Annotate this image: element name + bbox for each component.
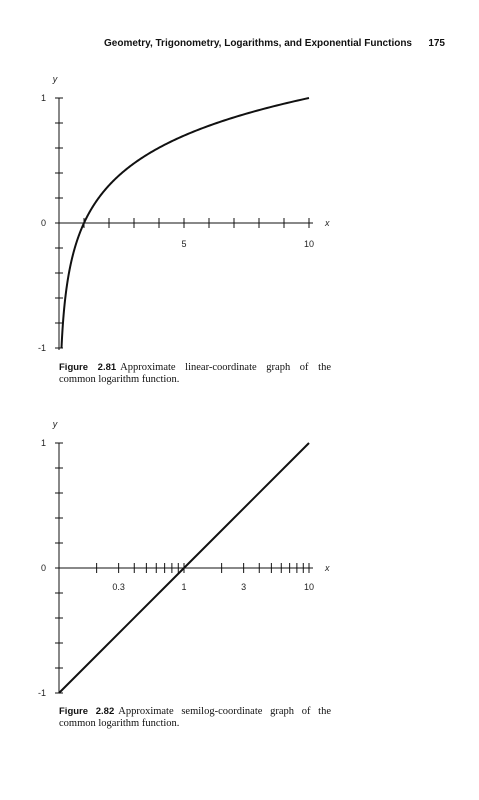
x-tick-label: 3 <box>241 582 247 592</box>
x-tick-label: 1 <box>181 582 187 592</box>
x-tick-label: 10 <box>303 582 315 592</box>
y-tick-label: -1 <box>37 343 46 353</box>
x-axis-label: x <box>325 563 330 573</box>
y-tick-label: 1 <box>40 93 46 103</box>
y-tick-label: 0 <box>40 218 46 228</box>
y-tick-label: 0 <box>40 563 46 573</box>
y-axis-label: y <box>52 74 58 84</box>
x-tick-label: 5 <box>181 239 187 249</box>
figure-2-82-caption <box>59 706 331 730</box>
y-tick-label: 1 <box>40 438 46 448</box>
y-tick-label: -1 <box>37 688 46 698</box>
figure-label: Figure 2.82 <box>59 706 115 717</box>
header-title: Geometry, Trigonometry, Logarithms, and Exponential Functions <box>104 38 412 49</box>
caption-text: Approximate linear-coordinate graph of the common logarithm function. <box>59 362 331 385</box>
page-number: 175 <box>428 38 445 49</box>
x-tick-label: 10 <box>303 239 315 249</box>
x-axis-label: x <box>325 218 330 228</box>
y-axis-label: y <box>52 419 58 429</box>
caption-text: Approximate semilog-coordinate graph of the common logarithm function. <box>59 706 331 729</box>
figure-label: Figure 2.81 <box>59 362 117 373</box>
x-tick-label: 0.3 <box>112 582 125 592</box>
